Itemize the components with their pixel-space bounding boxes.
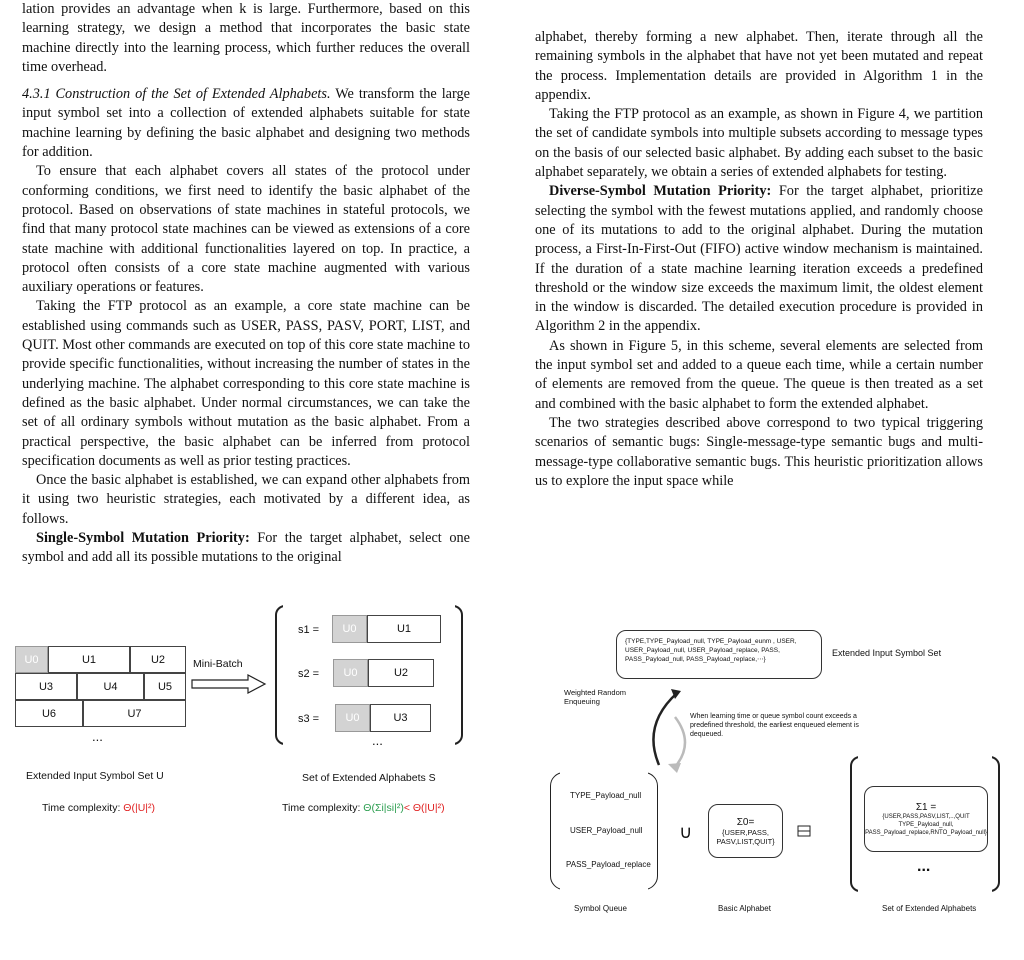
s3-label: s3 = <box>298 713 320 725</box>
paragraph: To ensure that each alphabet covers all states of the protocol under conforming conditions, we first need to identify the basic alphabet of the protocol. Based on observations of state machines in stateful protocols, we find that many protocol state machines can be viewed as extensions of a core state machine with additional functionalities layered on top. In practice, a protocol often consists of a core state machine augmented with various auxiliary operations or features. <box>22 163 470 296</box>
s3-u3: U3 <box>370 704 431 732</box>
s1-u1: U1 <box>367 615 441 643</box>
input-symbol-set-box: {TYPE,TYPE_Payload_null, TYPE_Payload_eunm , USER, USER_Payload_null, USER_Payload_replace, PASS, PASS_Payload_null, PASS_Payload_replace,⋯} <box>616 630 822 679</box>
ext-caption: Set of Extended Alphabets <box>882 904 977 913</box>
paragraph: As shown in Figure 5, in this scheme, several elements are selected from the input symbol set and added to a queue each time, while a certain number of elements are removed from the queue. The queue is then treated as a set and combined with the basic alphabet to form the extended alphabet. <box>535 337 983 412</box>
cell-u0: U0 <box>15 646 48 673</box>
cell-u1: U1 <box>48 646 130 673</box>
cell-u4: U4 <box>77 673 144 700</box>
s1-u0: U0 <box>332 615 367 643</box>
enqueue-label: Weighted Random Enqueuing <box>564 688 626 706</box>
s2-u0: U0 <box>333 659 368 687</box>
paragraph: lation provides an advantage when k is large. Furthermore, based on this learning strategy, we design a method that incorporates the basic state machine directly into the learning process, which further reduces the overall time overhead. <box>22 1 470 75</box>
queue-item: PASS_Payload_replace <box>566 860 651 869</box>
queue-caption: Symbol Queue <box>574 904 627 913</box>
s2-label: s2 = <box>298 668 320 680</box>
s2-u2: U2 <box>368 659 434 687</box>
arrow-label: Mini-Batch <box>193 658 243 670</box>
paragraph: Diverse-Symbol Mutation Priority: For the target alphabet, prioritize selecting the symbol with the fewest mutations applied, and randomly choose one of its mutations to add to the original alphabet. During the mutation process, a First-In-First-Out (FIFO) active window mechanism is maintained. If the duration of a state machine learning iteration exceeds a predefined threshold or the window size exceeds the maximum limit, the oldest element in the window is discarded. The detailed execution procedure is provided in Algorithm 2 in the appendix. <box>535 183 983 335</box>
basic-caption: Basic Alphabet <box>718 904 771 913</box>
queue-item: TYPE_Payload_null <box>570 791 642 800</box>
s1-label: s1 = <box>298 624 320 636</box>
figure-4 <box>0 590 512 960</box>
paragraph: Taking the FTP protocol as an example, a core state machine can be established using commands such as USER, PASS, PASV, PORT, LIST, and QUIT. Most other commands are executed on top of this core state machine to provide specific functionalities, without increasing the number of states in the underlying machine. The alphabet corresponding to this core state machine is defined as the basic alphabet. Under normal circumstances, we can take the set of all ordinary symbols without mutation as the basic alphabet. From a practical perspective, the basic alphabet can be inferred from protocol specification documents as well as prior testing practices. <box>22 298 470 469</box>
figure-5 <box>512 590 1024 960</box>
paragraph: The two strategies described above correspond to two typical triggering scenarios of semantic bugs: Single-message-type semantic bugs and multi-message-type collaborative semantic bugs. This heuristic prioritization allows us to explore the input space while <box>535 414 983 489</box>
paragraph: 4.3.1 Construction of the Set of Extended Alphabets. We transform the large input symbol set into a collection of extended alphabets suitable for state machine learning by defining the basic alphabet and designing two methods for addition. <box>22 86 471 161</box>
cycle-arrows-icon <box>637 685 697 775</box>
grid-caption: Extended Input Symbol Set U <box>26 770 164 782</box>
right-column <box>535 28 983 491</box>
queue-item: USER_Payload_null <box>570 826 643 835</box>
input-symbol-set-label: Extended Input Symbol Set <box>832 648 942 658</box>
paragraph: alphabet, thereby forming a new alphabet. Then, iterate through all the remaining symbols in the alphabet that have not yet been mutated and repeat the process. Implementation details are provided in Algorithm 1 in the appendix. <box>535 29 983 103</box>
basic-alphabet-box: Σ0= {USER,PASS, PASV,LIST,QUIT} <box>708 804 783 858</box>
s3-u0: U0 <box>335 704 370 732</box>
set-dots: ... <box>372 733 383 748</box>
cell-u6: U6 <box>15 700 83 727</box>
left-column <box>22 0 470 568</box>
ext-dots: ... <box>917 858 931 875</box>
subsection-title: 4.3.1 Construction of the Set of Extended Alphabets. <box>22 86 331 103</box>
extended-alphabet-box: Σ1 = {USER,PASS,PASV,LIST,..,QUIT TYPE_Payload_null, PASS_Payload_replace,RNTO_Payload_null} <box>864 786 988 852</box>
cell-u5: U5 <box>144 673 186 700</box>
paragraph: Taking the FTP protocol as an example, as shown in Figure 4, we partition the set of candidate symbols into multiple subsets according to message types on the basis of our selected basic alphabet. By adding each subset to the basic alphabet separately, we obtain a series of extended alphabets for testing. <box>535 106 983 181</box>
equals-box-icon <box>797 824 811 838</box>
cell-u2: U2 <box>130 646 186 673</box>
paragraph: Single-Symbol Mutation Priority: For the target alphabet, select one symbol and add all its possible mutations to the original <box>22 530 470 566</box>
cell-u7: U7 <box>83 700 186 727</box>
time-complexity-right: Time complexity: Θ(Σi|si|²)< Θ(|U|²) <box>282 802 445 814</box>
set-caption: Set of Extended Alphabets S <box>302 772 436 784</box>
right-arrow-icon <box>190 674 268 694</box>
paragraph: Once the basic alphabet is established, we can expand other alphabets from it using two heuristic strategies, each motivated by a different idea, as follows. <box>22 472 470 527</box>
grid-dots: ... <box>92 729 103 744</box>
dequeue-note: When learning time or queue symbol count exceeds a predefined threshold, the earliest enqueued element is dequeued. <box>690 713 859 738</box>
time-complexity-left: Time complexity: Θ(|U|²) <box>42 802 155 814</box>
union-symbol: ∪ <box>679 822 693 842</box>
cell-u3: U3 <box>15 673 77 700</box>
